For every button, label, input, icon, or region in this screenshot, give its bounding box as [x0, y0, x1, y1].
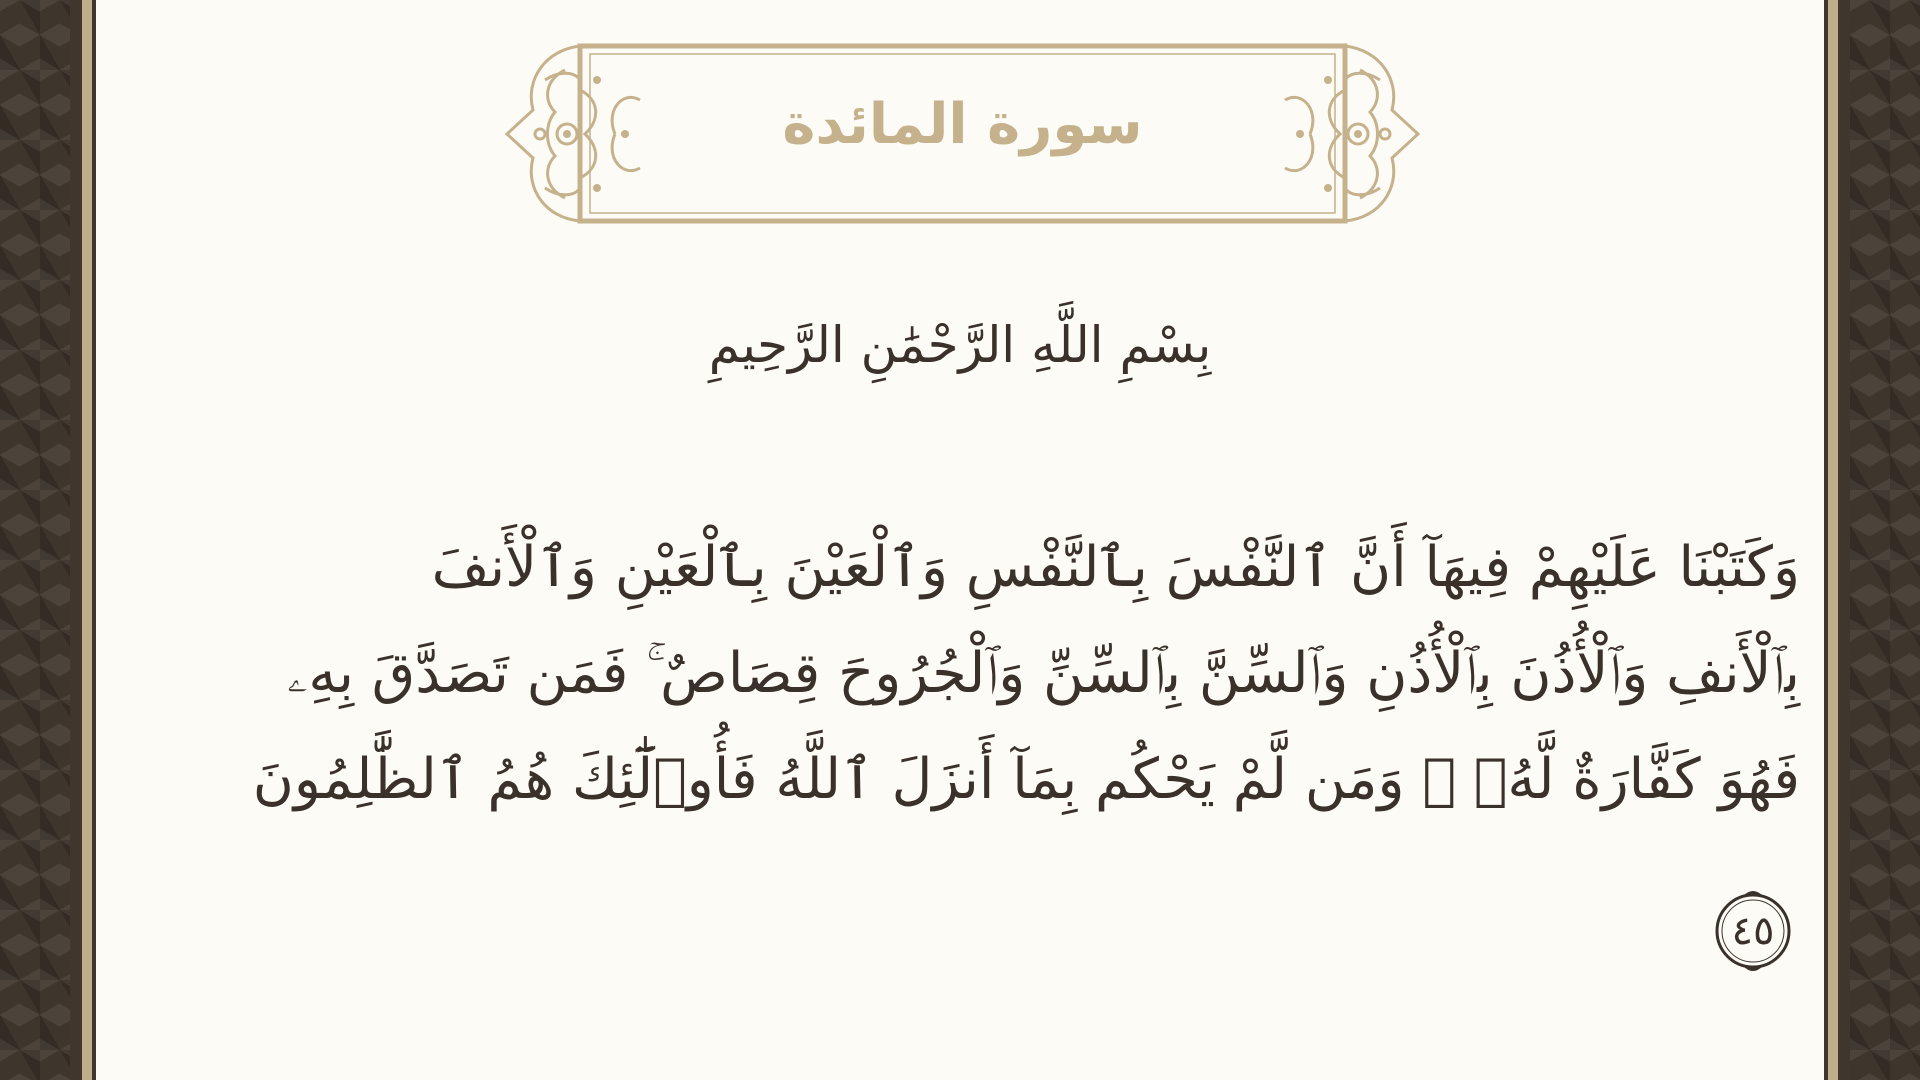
ayah-number-marker — [1710, 888, 1796, 974]
right-gold-rule — [1828, 0, 1838, 1080]
surah-title: سورة المائدة — [782, 92, 1143, 157]
left-gold-rule — [82, 0, 92, 1080]
verse-line-3: فَهُوَ كَفَّارَةٌ لَّهُۥ ۚ وَمَن لَّمْ يَحْكُم بِمَآ أَنزَلَ ٱللَّهُ فَأُو۟لَٰٓئِكَ هُمُ ٱلظَّٰلِمُونَ — [252, 747, 1800, 812]
right-ornamental-border — [1850, 0, 1920, 1080]
ayah-number: ٤٥ — [1731, 908, 1775, 954]
surah-header-frame — [505, 40, 1420, 230]
basmala: بِسْمِ اللَّهِ الرَّحْمَٰنِ الرَّحِيمِ — [708, 316, 1212, 374]
verse-line-2: بِٱلْأَنفِ وَٱلْأُذُنَ بِٱلْأُذُنِ وَٱلسِّنَّ بِٱلسِّنِّ وَٱلْجُرُوحَ قِصَاصٌ ۚ فَمَن تَصَدَّقَ بِهِۦ — [287, 641, 1800, 706]
verse-line-1: وَكَتَبْنَا عَلَيْهِمْ فِيهَآ أَنَّ ٱلنَّفْسَ بِٱلنَّفْسِ وَٱلْعَيْنَ بِٱلْعَيْنِ وَٱلْأَنفَ — [431, 535, 1800, 600]
left-ornamental-border — [0, 0, 70, 1080]
verse-text — [100, 515, 1800, 833]
